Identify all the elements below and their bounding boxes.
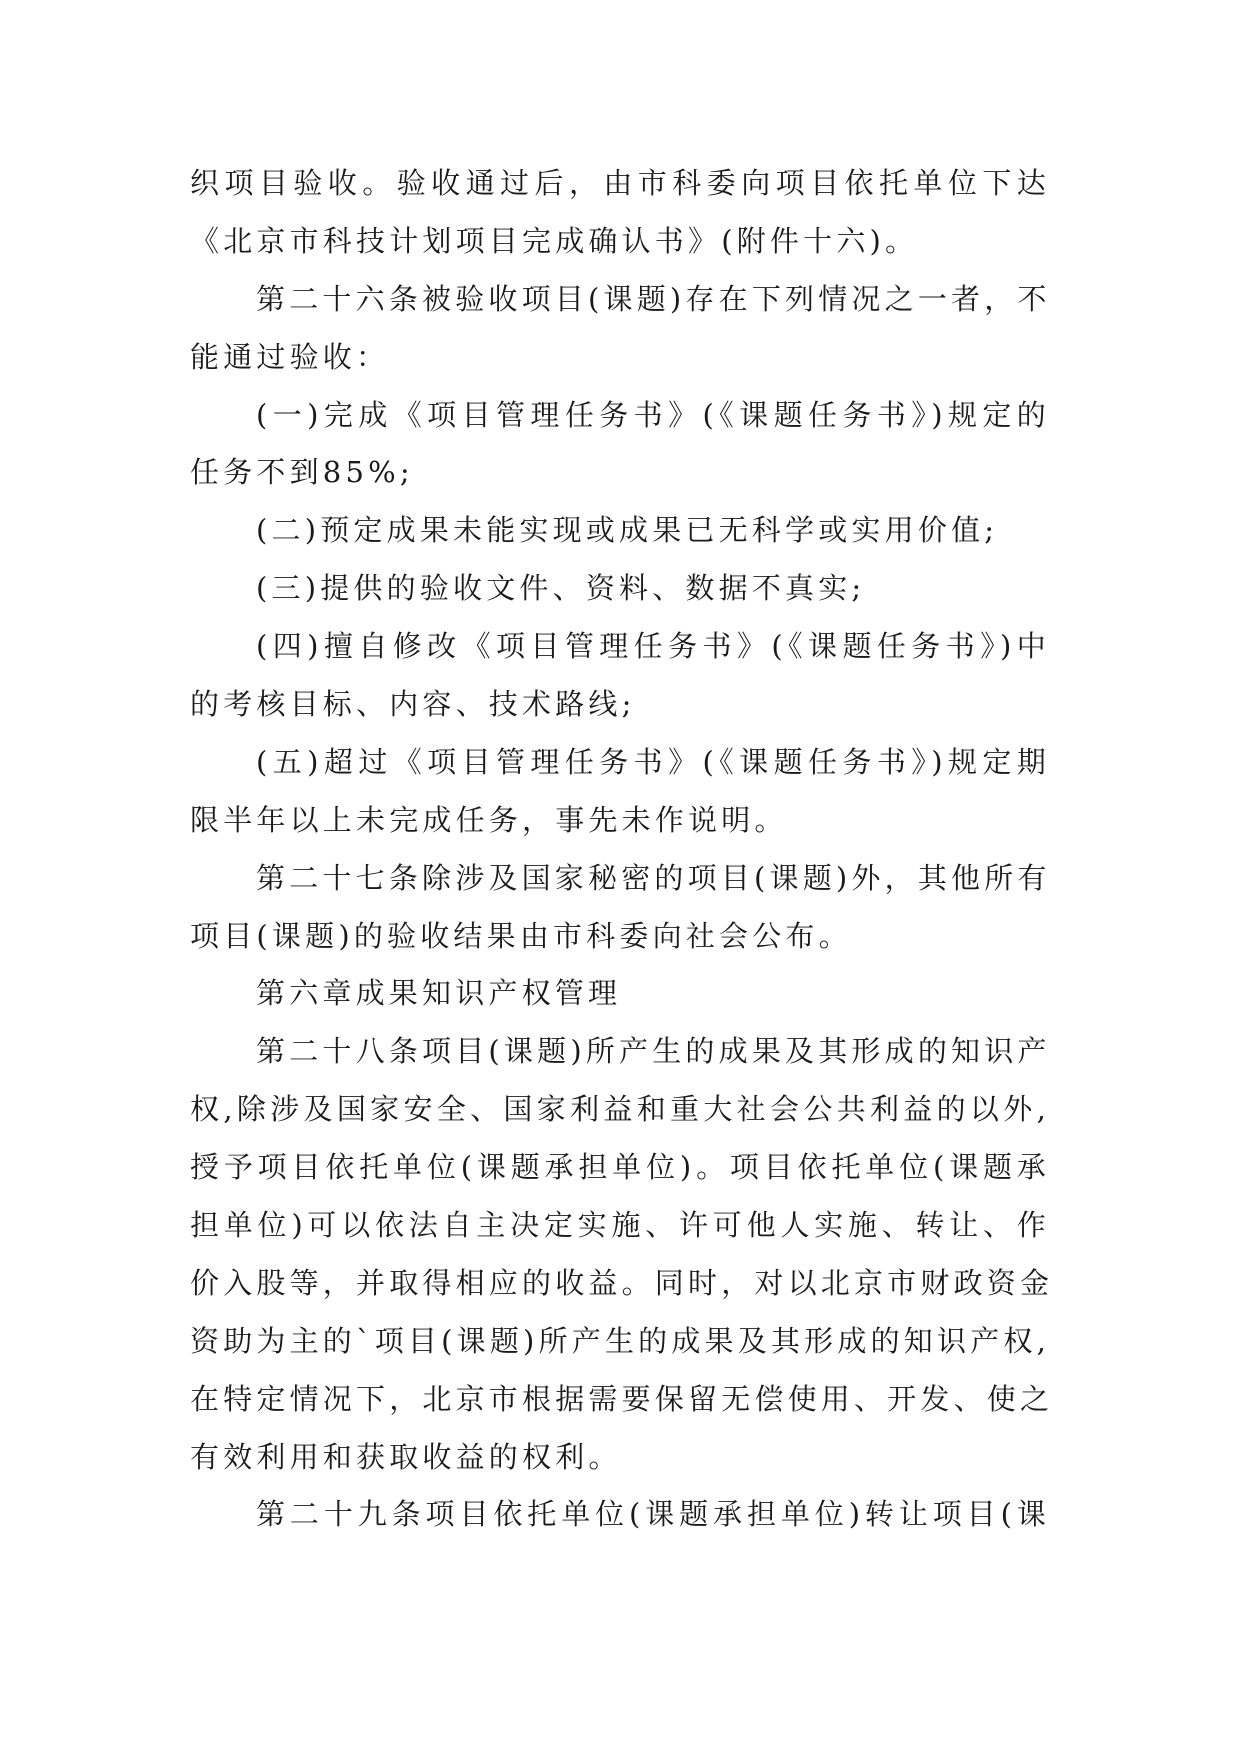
text-line: 任务不到85%; xyxy=(190,455,414,490)
text-line: 的考核目标、内容、技术路线; xyxy=(190,687,636,722)
text-line: (四)擅自修改《项目管理任务书》(《课题任务书》)中 xyxy=(256,629,1050,664)
text-line: 第二十八条项目(课题)所产生的成果及其形成的知识产 xyxy=(256,1034,1051,1069)
text-line: 有效利用和获取收益的权利。 xyxy=(190,1439,622,1474)
text-line: 第二十七条除涉及国家秘密的项目(课题)外，其他所有 xyxy=(256,860,1051,895)
text-line: 权,除涉及国家安全、国家利益和重大社会公共利益的以外, xyxy=(190,1092,1050,1127)
text-line: 在特定情况下，北京市根据需要保留无偿使用、开发、使之 xyxy=(190,1381,1054,1416)
text-line: 能通过验收： xyxy=(190,339,390,374)
text-line: 第六章成果知识产权管理 xyxy=(256,976,622,1011)
text-line: 价入股等，并取得相应的收益。同时，对以北京市财政资金 xyxy=(190,1265,1054,1300)
text-line: 项目(课题)的验收结果由市科委向社会公布。 xyxy=(190,918,852,953)
text-line: 第二十九条项目依托单位(课题承担单位)转让项目(课 xyxy=(256,1497,1050,1532)
text-line: (五)超过《项目管理任务书》(《课题任务书》)规定期 xyxy=(256,744,1050,779)
text-line: 授予项目依托单位(课题承担单位)。项目依托单位(课题承 xyxy=(190,1150,1050,1185)
text-line: (三)提供的验收文件、资料、数据不真实; xyxy=(256,571,866,606)
document-body xyxy=(190,155,1054,1544)
text-line: (一)完成《项目管理任务书》(《课题任务书》)规定的 xyxy=(256,397,1050,432)
text-line: 担单位)可以依法自主决定实施、许可他人实施、转让、作 xyxy=(190,1208,1050,1243)
text-line: 《北京市科技计划项目完成确认书》(附件十六)。 xyxy=(190,223,919,258)
text-line: 织项目验收。验收通过后，由市科委向项目依托单位下达 xyxy=(190,166,1050,200)
text-line: (二)预定成果未能实现或成果已无科学或实用价值; xyxy=(256,513,999,548)
text-line: 资助为主的`项目(课题)所产生的成果及其形成的知识产权, xyxy=(190,1323,1050,1358)
text-line: 限半年以上未完成任务，事先未作说明。 xyxy=(190,802,788,837)
text-line: 第二十六条被验收项目(课题)存在下列情况之一者，不 xyxy=(256,281,1051,316)
